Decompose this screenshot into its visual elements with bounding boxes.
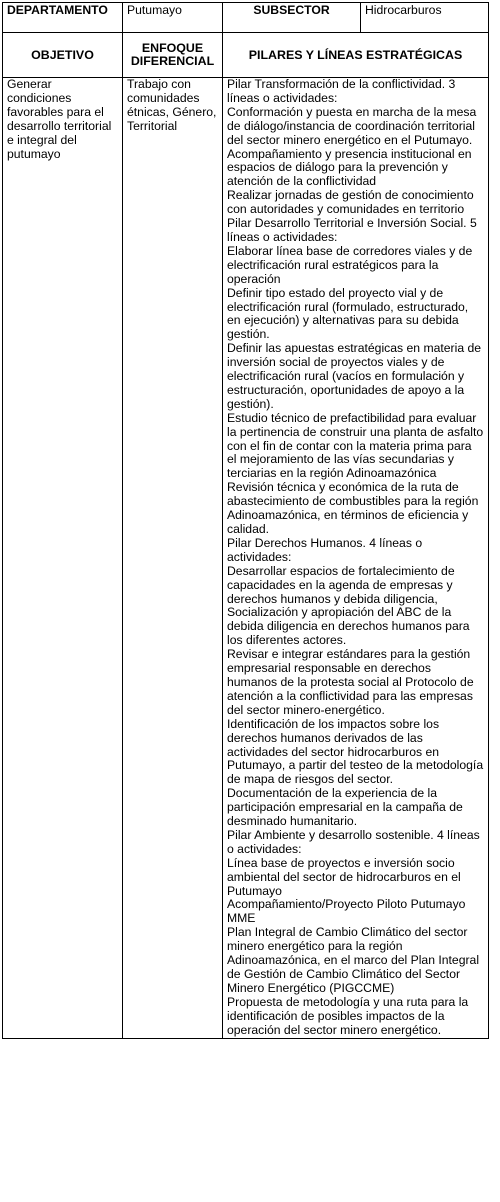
pilares-line: Revisar e integrar estándares para la gestión empresarial responsable en derechos humanos de la protesta social al Protocolo de atención a la conflictividad para las empresas del sector minero-energético. (227, 647, 474, 717)
pilares-line: Pilar Desarrollo Territorial e Inversión Social. 5 líneas o actividades: (227, 216, 477, 244)
pilares-line: Plan Integral de Cambio Climático del sector minero energético para la región Adinoamazónica, en el marco del Plan Integral de Gestión de Cambio Climático del Sector Minero Energético (PIGCCME) (227, 925, 480, 995)
subsector-label: SUBSECTOR (223, 3, 361, 33)
column-header-row (3, 33, 489, 78)
pilares-line: Desarrollar espacios de fortalecimiento de capacidades en la agenda de empresas y derechos humanos y debida diligencia, (227, 563, 455, 606)
pilares-line: Propuesta de metodología y una ruta para la identificación de posibles impactos de la operación del sector minero energético. (227, 994, 469, 1037)
enfoque-header: ENFOQUE DIFERENCIAL (123, 33, 223, 78)
pilares-line: Pilar Ambiente y desarrollo sostenible. 4 líneas o actividades: (227, 827, 480, 856)
pilares-line: Línea base de proyectos e inversión socio ambiental del sector de hidrocarburos en el Putumayo (227, 855, 461, 898)
departamento-value: Putumayo (123, 3, 223, 33)
pilares-line: Pilar Transformación de la conflictividad. 3 líneas o actividades: (227, 77, 456, 105)
pilares-line: Definir tipo estado del proyecto vial y de electrificación rural (formulado, estructurado, en ejecución) y alternativas para su debida gestión. (227, 285, 469, 342)
departamento-label: DEPARTAMENTO (3, 3, 123, 33)
content-row (3, 78, 489, 1039)
strategy-table (2, 2, 489, 1039)
pilares-line: Revisión técnica y económica de la ruta de abastecimiento de combustibles para la región Adinoamazónica, en términos de eficiencia y calidad. (227, 480, 479, 536)
pilares-line: Documentación de la experiencia de la participación empresarial en la campaña de desminado humanitario. (227, 786, 463, 829)
pilares-cell (223, 78, 489, 1039)
pilares-line: Definir las apuestas estratégicas en materia de inversión social de proyectos viales y de electrificación rural (vacíos en formulación y estructuración, oportunidades de apoyo a la gestión). (227, 341, 482, 411)
pilares-line: Conformación y puesta en marcha de la mesa de diálogo/instancia de coordinación territorial del sector minero energético en el Putumayo. (227, 104, 477, 147)
pilares-line: Elaborar línea base de corredores viales y de electrificación rural estratégicos para la operación (227, 243, 473, 286)
pilares-line: Acompañamiento y presencia institucional en espacios de diálogo para la prevención y atención de la conflictividad (227, 146, 472, 189)
subsector-value: Hidrocarburos (361, 3, 489, 33)
pilares-line: Pilar Derechos Humanos. 4 líneas o actividades: (227, 535, 423, 564)
pilares-header: PILARES Y LÍNEAS ESTRATÉGICAS (223, 33, 489, 78)
objetivo-cell: Generar condiciones favorables para el desarrollo territorial e integral del putumayo (3, 78, 123, 1039)
objetivo-header: OBJETIVO (3, 33, 123, 78)
header-row (3, 3, 489, 33)
pilares-line: Socialización y apropiación del ABC de la debida diligencia en derechos humanos para los diferentes actores. (227, 605, 470, 648)
pilares-line: Acompañamiento/Proyecto Piloto Putumayo MME (227, 897, 466, 926)
pilares-line: Estudio técnico de prefactibilidad para evaluar la pertinencia de construir una planta de asfalto con el fin de contar con la materia prima para el mejoramiento de las vías secundarias y terciarias en la región Adinoamazónica (227, 410, 484, 481)
enfoque-cell: Trabajo con comunidades étnicas, Género, Territorial (123, 78, 223, 1039)
pilares-line: Identificación de los impactos sobre los derechos humanos derivados de las actividades del sector hidrocarburos en Putumayo, a partir del testeo de la metodología de mapa de riesgos del sector. (227, 716, 484, 787)
pilares-line: Realizar jornadas de gestión de conocimiento con autoridades y comunidades en territorio (227, 188, 474, 217)
